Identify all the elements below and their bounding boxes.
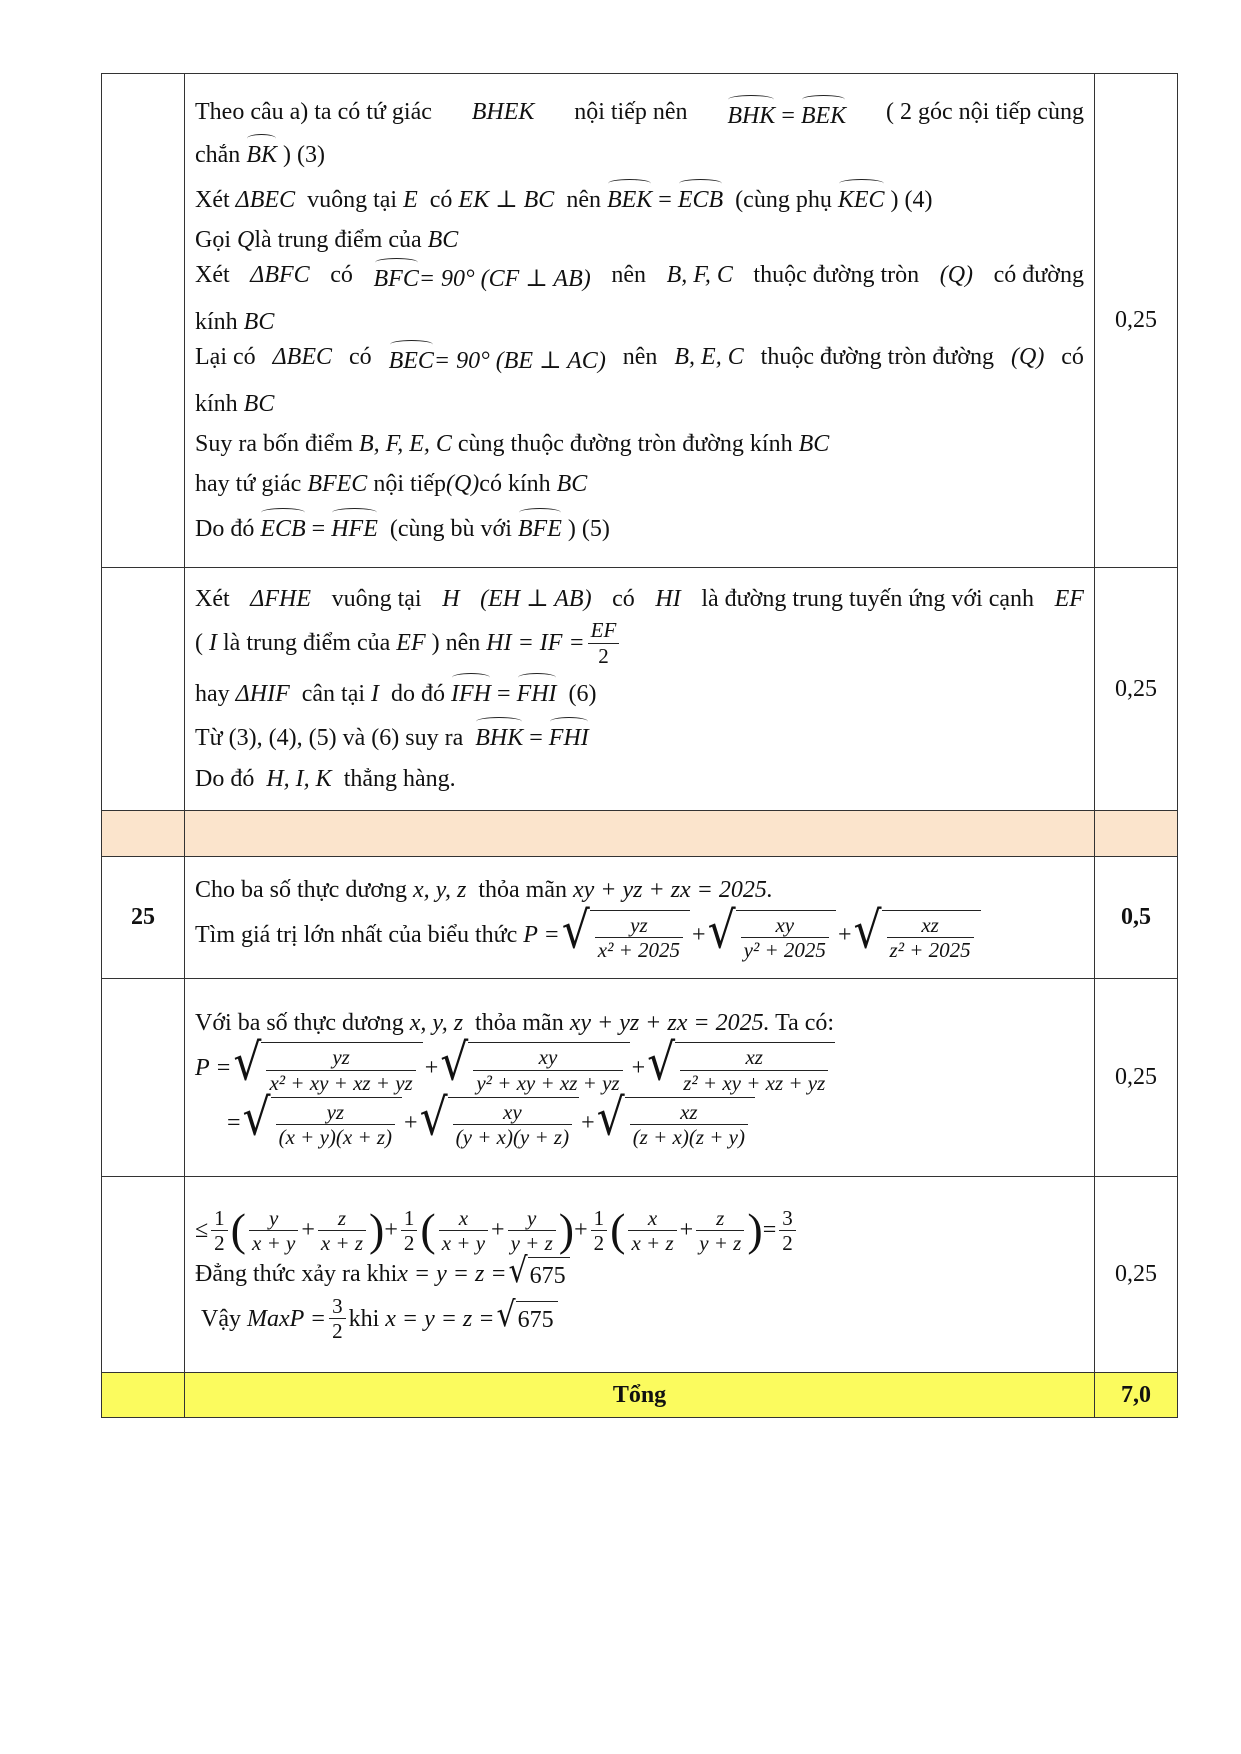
math: H [442, 586, 460, 613]
numerator: z [318, 1206, 366, 1231]
square-root: √ $\frac{yz}{\text{x² + xy + xz + yz}}$ [233, 1042, 422, 1094]
text: Vậy [201, 1305, 241, 1332]
text-line [195, 618, 1084, 667]
table-row [102, 74, 1178, 568]
math: EF [396, 629, 426, 656]
text: (cùng phụ [735, 186, 832, 213]
arc-angle: KEC [838, 180, 885, 216]
table-row-separator [102, 811, 1178, 857]
math: B, E, C [674, 344, 744, 371]
text: Xét [195, 262, 230, 289]
math: B, F, C [666, 262, 733, 289]
text: = [658, 186, 672, 213]
score-cell: 0,25 [1095, 74, 1178, 568]
math: H, I, K [266, 765, 332, 792]
math: xy + yz + zx = 2025. [573, 877, 773, 904]
text: Theo câu a) ta có tứ giác [195, 98, 432, 125]
numerator: x [628, 1206, 676, 1231]
arc-angle: BHK [475, 718, 523, 754]
numerator: 1 [401, 1206, 418, 1231]
arc-angle: BHK [727, 96, 775, 132]
numerator: 1 [211, 1206, 228, 1231]
grading-table [101, 73, 1178, 1418]
text-line [195, 135, 1084, 171]
question-cell [102, 979, 185, 1177]
text: có kính [479, 471, 551, 498]
plus-sign: + [301, 1216, 315, 1243]
math: ΔFHE [250, 586, 311, 613]
equals-sign: = [762, 1216, 777, 1243]
text-line [195, 306, 1084, 338]
text: Lại có [195, 344, 256, 371]
math: BC [243, 390, 275, 417]
arc-angle: IFH [451, 674, 491, 710]
table-row [102, 857, 1178, 979]
numerator: yz [266, 1045, 415, 1070]
text: là trung điểm của [254, 227, 422, 254]
radicand: 675 [516, 1301, 558, 1336]
square-root: √ $\frac{xz}{(z + x)(z + y)}$ [597, 1097, 755, 1149]
math: (Q) [445, 471, 480, 498]
square-root: √ 675 [509, 1257, 570, 1292]
plus-sign: + [692, 922, 706, 949]
plus-sign: + [837, 922, 852, 949]
text: cân tại [301, 680, 366, 707]
text: Xét [195, 586, 230, 613]
denominator: 2 [332, 1319, 343, 1344]
denominator: y + z [510, 1230, 553, 1255]
math: I [371, 680, 380, 707]
text-line [195, 674, 1084, 710]
math: Q [237, 227, 255, 254]
square-root: √ $\frac{xz}{\text{z² + xy + xz + yz}}$ [647, 1042, 835, 1094]
total-score: 7,0 [1095, 1373, 1178, 1418]
text: khi [348, 1305, 380, 1332]
denominator: (x + y)(x + z) [278, 1124, 393, 1149]
math: EK ⊥ BC [458, 186, 555, 213]
text: Ta có: [775, 1010, 835, 1037]
numerator: xy [453, 1100, 572, 1125]
arc-angle: BFE [518, 509, 562, 545]
denominator: 2 [782, 1230, 793, 1255]
text: vuông tại [331, 586, 422, 613]
math: ΔBFC [250, 262, 310, 289]
math: = 90° (CF ⊥ AB) [418, 266, 591, 293]
arc-angle: ECB [260, 509, 305, 545]
text: (cùng bù với [389, 515, 512, 542]
arc-angle: BFC [374, 259, 419, 295]
denominator: x² + 2025 [597, 937, 681, 962]
math: x = y = z = [397, 1261, 507, 1288]
text: Do đó [195, 765, 255, 792]
empty-cell [185, 811, 1095, 857]
text: (6) [568, 680, 597, 707]
math-line [195, 1206, 1084, 1255]
square-root: √ 675 [496, 1301, 557, 1336]
text: kính [195, 390, 238, 417]
numerator: z [696, 1206, 744, 1231]
math: BC [798, 430, 830, 457]
arc-angle: HFE [331, 509, 378, 545]
text: thẳng hàng. [343, 765, 456, 792]
text-line [195, 341, 1084, 377]
math: BFEC [307, 471, 368, 498]
math-line [195, 1088, 1084, 1149]
text: = [311, 515, 326, 542]
score-cell: 0,25 [1095, 1177, 1178, 1373]
total-label: Tổng [185, 1373, 1095, 1418]
denominator: 2 [403, 1230, 415, 1255]
denominator: x + y [252, 1230, 296, 1255]
text-line [195, 901, 1084, 962]
denominator: 2 [214, 1230, 225, 1255]
math: MaxP = [246, 1305, 327, 1332]
math: ΔBEC [272, 344, 333, 371]
fraction [588, 618, 620, 667]
left-paren: ( [420, 1204, 436, 1256]
text: là đường trung tuyến ứng với cạnh [701, 586, 1034, 613]
text: chắn [195, 142, 241, 169]
table-row [102, 568, 1178, 811]
equals-sign: = [227, 1109, 241, 1136]
text: Cho ba số thực dương [195, 877, 408, 904]
denominator: (y + x)(y + z) [455, 1124, 570, 1149]
text-line [195, 180, 1084, 216]
arc-angle: BEK [801, 96, 846, 132]
numerator: 3 [779, 1206, 796, 1231]
math: (EH ⊥ AB) [480, 586, 592, 613]
denominator: x + z [320, 1230, 364, 1255]
numerator: yz [595, 913, 683, 938]
text: = [497, 680, 511, 707]
square-root: √ $\frac{yz}{(x + y)(x + z)}$ [243, 1097, 403, 1149]
math-line [195, 1033, 1084, 1095]
numerator: 1 [591, 1206, 608, 1231]
text: thỏa mãn [478, 877, 567, 904]
numerator: 3 [329, 1294, 346, 1319]
text: có [429, 186, 453, 213]
text: ) (4) [890, 186, 933, 213]
square-root: √ $\frac{yz}{\text{x² + 2025}}$ [562, 910, 690, 962]
solution-cell [185, 568, 1095, 811]
text: ) nên [431, 629, 481, 656]
text-line [195, 763, 1084, 795]
arc-angle: FHI [549, 718, 589, 754]
solution-cell [185, 1177, 1095, 1373]
total-row [102, 1373, 1178, 1418]
denominator: x + y [441, 1230, 486, 1255]
math: xy + yz + zx = 2025. [569, 1010, 770, 1037]
text-line [195, 583, 1084, 615]
plus-sign: + [631, 1055, 646, 1082]
text: có [1061, 344, 1084, 371]
text: vuông tại [307, 186, 398, 213]
math: BC [427, 227, 459, 254]
plus-sign: + [679, 1216, 694, 1243]
text: do đó [391, 680, 446, 707]
text: nên [611, 262, 646, 289]
text: hay tứ giác [195, 471, 302, 498]
denominator: x + z [631, 1230, 674, 1255]
question-cell [185, 857, 1095, 979]
text: = [529, 725, 543, 752]
text: Với ba số thực dương [195, 1010, 404, 1037]
math: P = [195, 1055, 232, 1082]
text: Xét [195, 186, 230, 213]
text: Gọi [195, 227, 231, 254]
denominator: y + z [699, 1230, 742, 1255]
math: E [403, 186, 418, 213]
text: thuộc đường tròn [753, 262, 920, 289]
score-cell: 0,25 [1095, 568, 1178, 811]
text: ) (5) [567, 515, 610, 542]
text: ( [195, 629, 203, 656]
text-line [195, 1007, 1084, 1039]
math: P = [523, 922, 560, 949]
arc-angle: BEK [607, 180, 652, 216]
math: (Q) [1011, 344, 1045, 371]
math: ΔHIF [235, 680, 290, 707]
math: = 90° (BE ⊥ AC) [433, 348, 606, 375]
math: BHEK [471, 98, 535, 125]
text-line [195, 224, 1084, 256]
numerator: xz [680, 1045, 828, 1070]
denominator: 2 [593, 1230, 605, 1255]
math: x = y = z = [385, 1305, 495, 1332]
math: x, y, z [413, 877, 467, 904]
question-cell [102, 568, 185, 811]
math: BC [243, 308, 275, 335]
table-row [102, 979, 1178, 1177]
text: hay [195, 680, 230, 707]
math: BC [556, 471, 588, 498]
denominator: z² + xy + xz + yz [683, 1070, 826, 1095]
empty-cell [1095, 811, 1178, 857]
numerator: y [508, 1206, 556, 1231]
numerator: yz [276, 1100, 395, 1125]
arc-angle: FHI [517, 674, 557, 710]
numerator: xy [741, 913, 829, 938]
text: Tìm giá trị lớn nhất của biểu thức [195, 922, 518, 949]
text: Suy ra bốn điểm [195, 430, 353, 457]
math: HI = IF = [486, 629, 585, 656]
empty-cell [102, 1373, 185, 1418]
text: nội tiếp nên [574, 98, 688, 125]
square-root: √ $\frac{xy}{\text{y² + xy + xz + yz}}$ [440, 1042, 629, 1094]
arc-angle: BK [246, 135, 277, 171]
denominator: y² + 2025 [743, 937, 826, 962]
math: B, F, E, C [358, 430, 452, 457]
text: kính [195, 308, 238, 335]
score-cell: 0,25 [1095, 979, 1178, 1177]
less-equal-sign: ≤ [195, 1216, 209, 1243]
question-number: 25 [102, 857, 185, 979]
score-cell: 0,5 [1095, 857, 1178, 979]
math: (Q) [939, 262, 974, 289]
denominator: y² + xy + xz + yz [476, 1070, 620, 1095]
text: nội tiếp [373, 471, 446, 498]
text-line [195, 428, 1084, 460]
plus-sign: + [581, 1109, 595, 1136]
text-line [195, 718, 1084, 754]
text-line [195, 259, 1084, 295]
text-line [195, 468, 1084, 500]
text-line [195, 388, 1084, 420]
right-paren: ) [558, 1204, 575, 1256]
math: HI [655, 586, 681, 613]
plus-sign: + [404, 1109, 418, 1136]
text: Từ (3), (4), (5) và (6) suy ra [195, 725, 464, 752]
text-line [195, 1250, 1084, 1292]
square-root: √ $\frac{xy}{\text{y² + 2025}}$ [708, 910, 836, 962]
solution-cell [185, 979, 1095, 1177]
table-row [102, 1177, 1178, 1373]
square-root: √ $\frac{xy}{(y + x)(y + z)}$ [420, 1097, 580, 1149]
text: có [330, 262, 353, 289]
math: I [209, 629, 217, 656]
arc-angle: BEC [389, 341, 434, 377]
text: = [781, 102, 795, 129]
square-root: √ $\frac{xz}{\text{z² + 2025}}$ [853, 910, 980, 962]
text: nên [622, 344, 658, 371]
denominator: x² + xy + xz + yz [269, 1070, 413, 1095]
text: ) (3) [282, 142, 325, 169]
math: EF [1054, 586, 1084, 613]
question-cell [102, 74, 185, 568]
plus-sign: + [574, 1216, 588, 1243]
arc-angle: ECB [678, 180, 723, 216]
text-line [195, 1294, 1084, 1343]
right-paren: ) [747, 1204, 763, 1256]
denominator: 2 [598, 643, 609, 668]
numerator: xz [887, 913, 974, 938]
right-paren: ) [369, 1204, 385, 1256]
left-paren: ( [230, 1204, 246, 1256]
numerator: EF [588, 618, 620, 643]
solution-cell [185, 74, 1095, 568]
text: Do đó [195, 515, 255, 542]
question-cell [102, 1177, 185, 1373]
plus-sign: + [491, 1216, 505, 1243]
text: ( 2 góc nội tiếp cùng [886, 98, 1084, 125]
text: thỏa mãn [475, 1010, 564, 1037]
text-line [195, 509, 1084, 545]
left-paren: ( [610, 1204, 626, 1256]
text: có đường [993, 262, 1084, 289]
text-line [195, 874, 1084, 906]
empty-cell [102, 811, 185, 857]
text: là trung điểm của [223, 629, 391, 656]
radicand: 675 [528, 1257, 570, 1292]
text: cùng thuộc đường tròn đường kính [457, 430, 793, 457]
math: ΔBEC [235, 186, 296, 213]
text: có [348, 344, 372, 371]
text: nên [566, 186, 601, 213]
numerator: x [439, 1206, 488, 1231]
numerator: xy [473, 1045, 622, 1070]
denominator: (z + x)(z + y) [632, 1124, 745, 1149]
denominator: z² + 2025 [889, 937, 971, 962]
text: thuộc đường tròn đường [760, 344, 995, 371]
numerator: y [249, 1206, 298, 1231]
text: có [612, 586, 635, 613]
plus-sign: + [384, 1216, 398, 1243]
plus-sign: + [424, 1055, 439, 1082]
text: Đẳng thức xảy ra khi [195, 1261, 398, 1288]
numerator: xz [630, 1100, 748, 1125]
text-line [195, 96, 1084, 132]
math: x, y, z [409, 1010, 464, 1037]
